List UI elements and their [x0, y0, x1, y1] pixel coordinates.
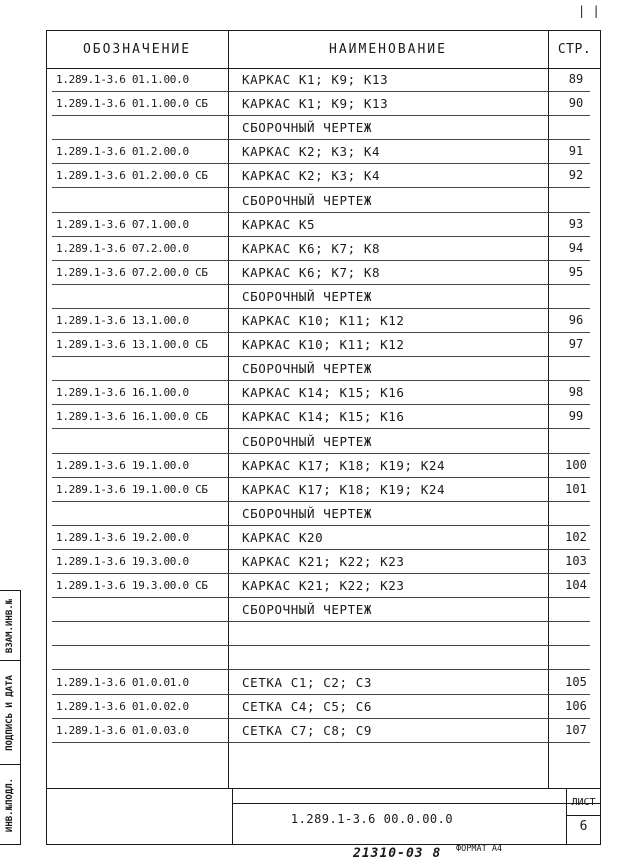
- table-row: [46, 166, 601, 190]
- row-name: КАРКАС К1; К9; К13: [242, 96, 389, 112]
- row-underline: [52, 597, 590, 598]
- row-underline: [52, 477, 590, 478]
- table-row: [46, 600, 601, 624]
- row-name: КАРКАС К17; К18; К19; К24: [242, 481, 446, 497]
- row-designation: 1.289.1-3.6 13.1.00.0 СБ: [56, 338, 208, 352]
- row-name: КАРКАС К1; К9; К13: [242, 72, 389, 87]
- row-underline: [52, 139, 590, 140]
- row-name: СБОРОЧНЫЙ ЧЕРТЕЖ: [242, 602, 373, 618]
- row-designation: 1.289.1-3.6 13.1.00.0: [56, 314, 189, 327]
- row-page: 92: [568, 168, 584, 183]
- row-designation: 1.289.1-3.6 01.1.00.0: [56, 73, 189, 86]
- row-page: 89: [568, 72, 584, 86]
- table-row: [46, 624, 601, 648]
- row-designation: 1.289.1-3.6 19.3.00.0 СБ: [56, 579, 208, 593]
- row-underline: [52, 308, 590, 309]
- row-underline: [52, 694, 590, 695]
- row-designation: 1.289.1-3.6 07.1.00.0: [56, 217, 189, 231]
- row-name: КАРКАС К2; К3; К4: [242, 168, 381, 184]
- table-row: [46, 673, 601, 697]
- row-underline: [52, 356, 590, 357]
- row-name: КАРКАС К17; К18; К19; К24: [242, 457, 446, 473]
- row-designation: 1.289.1-3.6 19.2.00.0: [56, 530, 189, 544]
- row-name: КАРКАС К21; К22; К23: [242, 554, 405, 569]
- row-designation: 1.289.1-3.6 01.0.01.0: [56, 675, 189, 689]
- row-page: 102: [565, 529, 587, 544]
- side-cell-replace-inv: [0, 590, 20, 660]
- row-page: 95: [568, 264, 584, 279]
- row-name: СБОРОЧНЫЙ ЧЕРТЕЖ: [242, 361, 373, 377]
- table-row: [46, 576, 601, 600]
- row-designation: 1.289.1-3.6 16.1.00.0: [56, 386, 189, 400]
- row-underline: [52, 212, 590, 213]
- table-row: [46, 480, 601, 504]
- table-row: [46, 552, 601, 576]
- table-row: [46, 504, 601, 528]
- row-page: 105: [565, 674, 587, 689]
- row-name: КАРКАС К2; К3; К4: [242, 144, 381, 160]
- row-underline: [52, 284, 590, 285]
- row-designation: 1.289.1-3.6 01.0.03.0: [56, 723, 189, 737]
- row-underline: [52, 332, 590, 333]
- row-page: 93: [568, 216, 584, 231]
- row-name: СБОРОЧНЫЙ ЧЕРТЕЖ: [242, 288, 373, 304]
- row-underline: [52, 187, 590, 188]
- side-stamp-edge: [20, 590, 21, 845]
- row-designation: 1.289.1-3.6 16.1.00.0 СБ: [56, 410, 208, 424]
- row-name: КАРКАС К14; К15; К16: [242, 385, 405, 401]
- row-name: КАРКАС К14; К15; К16: [242, 409, 405, 425]
- table-row: [46, 239, 601, 263]
- row-designation: 1.289.1-3.6 19.1.00.0: [56, 458, 189, 472]
- row-underline: [52, 163, 590, 164]
- table-row: [46, 263, 601, 287]
- row-name: СЕТКА С4; С5; С6: [242, 698, 373, 714]
- row-page: 104: [565, 578, 587, 593]
- row-page: 91: [568, 144, 584, 159]
- table-row: [46, 407, 601, 431]
- side-cell-sign-date: [0, 660, 20, 764]
- row-name: СЕТКА С1; С2; С3: [242, 674, 373, 690]
- row-underline: [52, 380, 590, 381]
- table-row: [46, 94, 601, 118]
- row-underline: [52, 91, 590, 92]
- row-underline: [52, 115, 590, 116]
- row-name: СБОРОЧНЫЙ ЧЕРТЕЖ: [242, 120, 373, 136]
- row-underline: [52, 742, 590, 743]
- row-page: 101: [565, 481, 587, 496]
- table-row: [46, 142, 601, 166]
- row-name: КАРКАС К6; К7; К8: [242, 264, 381, 280]
- table-row: [46, 359, 601, 383]
- row-page: 103: [565, 554, 587, 568]
- row-page: 98: [568, 385, 584, 400]
- row-underline: [52, 718, 590, 719]
- row-name: СБОРОЧНЫЙ ЧЕРТЕЖ: [242, 505, 373, 521]
- row-underline: [52, 428, 590, 429]
- table-row: [46, 697, 601, 721]
- side-cell-inv-orig: [0, 764, 20, 845]
- table-row: [46, 721, 601, 745]
- row-underline: [52, 573, 590, 574]
- row-name: КАРКАС К6; К7; К8: [242, 240, 381, 256]
- row-designation: 1.289.1-3.6 07.2.00.0 СБ: [56, 265, 208, 279]
- row-name: СБОРОЧНЫЙ ЧЕРТЕЖ: [242, 433, 373, 449]
- row-underline: [52, 453, 590, 454]
- row-underline: [52, 501, 590, 502]
- row-page: 106: [565, 698, 587, 713]
- row-name: КАРКАС К20: [242, 529, 324, 545]
- table-row: [46, 335, 601, 359]
- header-name: НАИМЕНОВАНИЕ: [329, 42, 447, 57]
- row-underline: [52, 669, 590, 670]
- table-row: [46, 287, 601, 311]
- table-row: [46, 215, 601, 239]
- row-underline: [52, 525, 590, 526]
- row-page: 96: [568, 313, 584, 327]
- header-designation: ОБОЗНАЧЕНИЕ: [82, 42, 192, 57]
- table-row: [46, 191, 601, 215]
- row-name: КАРКАС К5: [242, 216, 316, 232]
- archive-number: 21310-03 8: [353, 846, 442, 861]
- row-underline: [52, 621, 590, 622]
- side-stamp: [0, 590, 22, 845]
- header-page: СТР.: [557, 42, 592, 57]
- row-page: 90: [568, 96, 584, 111]
- row-page: 97: [568, 337, 584, 352]
- row-name: КАРКАС К21; К22; К23: [242, 578, 405, 594]
- top-corner-mark: | |: [578, 4, 600, 18]
- row-underline: [52, 645, 590, 646]
- stamp-top-line: [232, 803, 601, 804]
- row-page: 107: [565, 722, 587, 737]
- table-row: [46, 118, 601, 142]
- row-underline: [52, 236, 590, 237]
- side-label-inv-orig: ИНВ.№ПОДЛ.: [5, 777, 15, 832]
- side-label-sign-date: ПОДПИСЬ И ДАТА: [5, 674, 15, 751]
- row-page: 99: [568, 409, 584, 424]
- row-designation: 1.289.1-3.6 01.2.00.0: [56, 145, 189, 159]
- sheet-number: 6: [579, 819, 588, 834]
- sheet-label-line: [566, 815, 601, 816]
- row-underline: [52, 404, 590, 405]
- row-designation: 1.289.1-3.6 01.1.00.0 СБ: [56, 97, 208, 111]
- table-row: [46, 528, 601, 552]
- row-name: КАРКАС К10; К11; К12: [242, 313, 405, 328]
- row-name: КАРКАС К10; К11; К12: [242, 337, 405, 353]
- row-designation: 1.289.1-3.6 01.2.00.0 СБ: [56, 169, 208, 183]
- table-row: [46, 383, 601, 407]
- document-code: 1.289.1-3.6 00.0.00.0: [290, 812, 454, 826]
- row-underline: [52, 260, 590, 261]
- table-row: [46, 432, 601, 456]
- table-row: [46, 456, 601, 480]
- row-designation: 1.289.1-3.6 01.0.02.0: [56, 699, 189, 713]
- row-page: 94: [568, 240, 584, 255]
- row-underline: [52, 549, 590, 550]
- row-name: СЕТКА С7; С8; С9: [242, 722, 373, 738]
- title-block-divider: [46, 788, 601, 789]
- table-row: [46, 311, 601, 335]
- row-designation: 1.289.1-3.6 19.3.00.0: [56, 555, 189, 568]
- sheet-label: ЛИСТ: [571, 797, 596, 808]
- format-label: ФОРМАТ А4: [456, 844, 503, 854]
- row-page: 100: [565, 457, 587, 472]
- row-designation: 1.289.1-3.6 07.2.00.0: [56, 241, 189, 255]
- side-label-replace-inv: ВЗАМ.ИНВ.№: [5, 598, 15, 653]
- row-name: СБОРОЧНЫЙ ЧЕРТЕЖ: [242, 192, 373, 208]
- table-row: [46, 648, 601, 672]
- table-row: [46, 70, 601, 94]
- row-designation: 1.289.1-3.6 19.1.00.0 СБ: [56, 482, 208, 496]
